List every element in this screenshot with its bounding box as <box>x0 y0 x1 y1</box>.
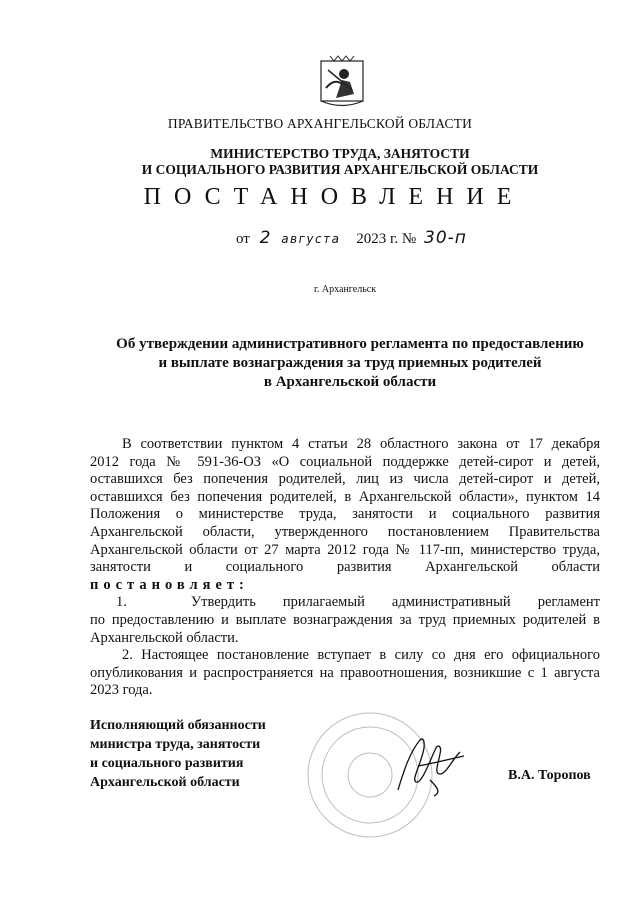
decree-word: постановляет: <box>90 576 249 593</box>
signatory-name: В.А. Торопов <box>508 768 591 783</box>
arkhangelsk-coat-of-arms-icon <box>316 54 368 110</box>
body-line: оставшихся без попечения родителей, в Архангельской области», пунктом 14 <box>90 488 600 505</box>
document-body <box>90 436 600 700</box>
heading-line-2: и выплате вознаграждения за труд приемных родителей <box>158 355 542 371</box>
signatory-position-line-4: Архангельской области <box>90 775 240 790</box>
item-1-number: 1. <box>116 594 127 611</box>
city: г. Архангельск <box>313 284 377 295</box>
date-day: 2 <box>259 228 272 248</box>
item-2-text: 2. Настоящее постановление вступает в силу со дня его официального опубликования и распространяется на правоотношения, возникшие с 1 августа 2023 года. <box>90 647 600 699</box>
date-prefix: от <box>236 231 250 247</box>
document-heading <box>60 335 640 392</box>
body-line: В соответствии пунктом 4 статьи 28 областного закона от 17 декабря <box>122 436 600 452</box>
item-1-first-line <box>90 594 600 612</box>
body-line: Архангельской области, утвержденного постановлением Правительства <box>90 523 600 540</box>
signatory-position-line-2: министра труда, занятости <box>90 737 261 752</box>
date-month: августа <box>281 232 341 246</box>
body-line: Архангельской области от 27 марта 2012 года № 117-пп, министерство труда, <box>90 541 600 558</box>
date-number-line <box>236 228 467 248</box>
body-line: занятости и социального развития Архангельской области <box>90 559 600 576</box>
document-type-title: ПОСТАНОВЛЕНИЕ <box>143 184 525 210</box>
signatory-position-line-3: и социального развития <box>90 756 244 771</box>
document-number: 30-п <box>424 228 467 248</box>
government-name: ПРАВИТЕЛЬСТВО АРХАНГЕЛЬСКОЙ ОБЛАСТИ <box>167 116 473 131</box>
heading-line-1: Об утверждении административного регламента по предоставлению <box>116 336 584 352</box>
body-line: 2012 года № 591-36-ОЗ «О социальной поддержке детей-сирот и детей, <box>90 453 600 470</box>
date-year: 2023 г. № <box>356 231 417 247</box>
body-line: оставшихся без попечения родителей, лиц из числа детей-сирот и детей, <box>90 471 600 488</box>
signatory-position-line-1: Исполняющий обязанности <box>90 718 266 733</box>
signatory-position <box>90 716 266 792</box>
item-1-text-start: Утвердить прилагаемый административный регламент <box>190 594 600 611</box>
ministry-name <box>0 146 640 178</box>
item-1-text-rest: по предоставлению и выплате вознаграждения за труд приемных родителей в Архангельской области. <box>90 611 600 646</box>
handwritten-signature <box>390 730 470 800</box>
heading-line-3: в Архангельской области <box>263 374 437 390</box>
body-line: Положения о министерстве труда, занятости и социального развития <box>90 506 600 523</box>
ministry-line-2: И СОЦИАЛЬНОГО РАЗВИТИЯ АРХАНГЕЛЬСКОЙ ОБЛАСТИ <box>141 162 539 177</box>
ministry-line-1: МИНИСТЕРСТВО ТРУДА, ЗАНЯТОСТИ <box>210 146 470 161</box>
